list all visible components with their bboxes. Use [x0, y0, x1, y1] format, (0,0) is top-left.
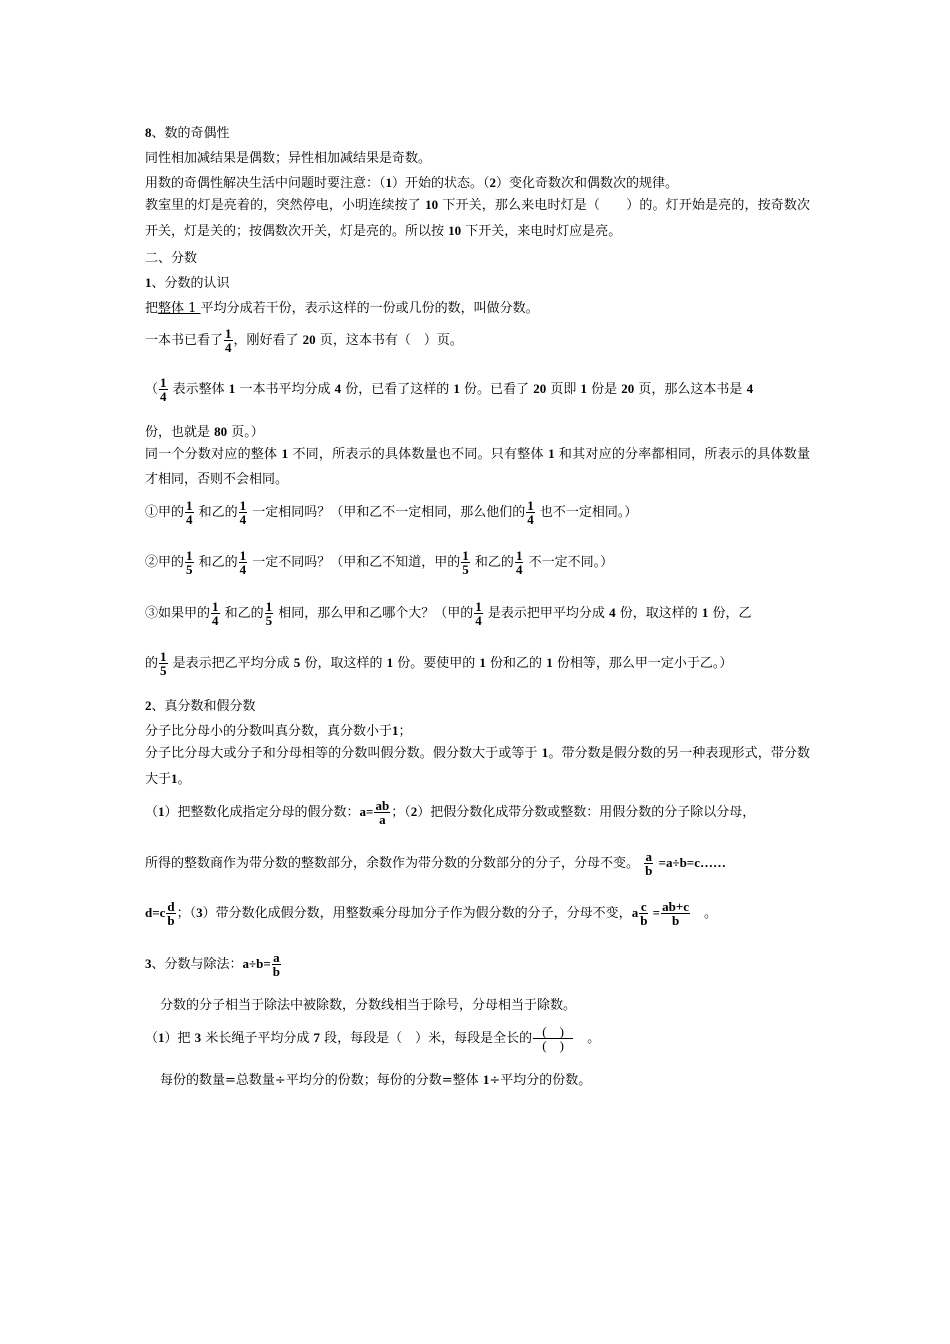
- section-2-title: 2、真分数和假分数: [145, 698, 256, 714]
- compare-question-2: ②甲的 $\frac{1}{5}$ 和乙的 $\frac{1}{4}$ 一定不同吗？（甲和乙不知道，甲的 $\frac{1}{5}$ 和乙的 $\frac{1}{4}$ 不一定不同。）: [145, 548, 614, 577]
- parity-note: 用数的奇偶性解决生活中问题时要注意：（1）开始的状态。（2）变化奇数次和偶数次的规律。: [145, 175, 679, 191]
- compare-answer-3: 的 $\frac{1}{5}$ 是表示把乙平均分成 5 份，取这样的 1 份。要使甲的 1 份和乙的 1 份相等，那么甲一定小于乙。）: [145, 649, 733, 678]
- book-explanation-2: 份，也就是 80 页。）: [145, 424, 264, 440]
- rope-question: （1）把 3 米长绳子平均分成 7 段，每段是（ ）米，每段是全长的 $\frac{( )}{( )}$ 。: [145, 1024, 601, 1053]
- per-share-formula: 每份的数量=总数量÷平均分的份数；每份的分数=整体 1÷平均分的份数。: [160, 1072, 592, 1088]
- book-explanation-1: （ $\frac{1}{4}$ 表示整体 1 一本书平均分成 4 份，已看了这样的 1 份。已看了 20 页即 1 份是 20 页，那么这本书是 4: [145, 375, 754, 404]
- same-fraction-note: 同一个分数对应的整体 1 不同，所表示的具体数量也不同。只有整体 1 和其对应的分率都相同，所表示的具体数量才相同，否则不会相同。: [145, 446, 810, 487]
- section-3-title: 3、分数与除法：a÷b= $\frac{a}{b}$: [145, 950, 281, 979]
- parity-rule: 同性相加减结果是偶数；异性相加减结果是奇数。: [145, 151, 432, 166]
- book-question: 一本书已看了 $\frac{1}{4}$ ，刚好看了 20 页，这本书有（ ）页。: [145, 326, 463, 355]
- fraction-definition: 把整体 1 平均分成若干份，表示这样的一份或几份的数，叫做分数。: [145, 301, 539, 316]
- conversion-method-2: 所得的整数商作为带分数的整数部分，余数作为带分数的分数部分的分子，分母不变。 $\frac{a}{b}$ =a÷b=c……: [145, 849, 726, 878]
- light-switch-example: 教室里的灯是亮着的，突然停电，小明连续按了 10 下开关，那么来电时灯是（ ）的。灯开始是亮的，按奇数次开关，灯是关的；按偶数次开关，灯是亮的。所以按 10 下开关，来电时灯应是亮。: [145, 197, 810, 239]
- compare-question-3: ③如果甲的 $\frac{1}{4}$ 和乙的 $\frac{1}{5}$ 相同，那么甲和乙哪个大？（甲的 $\frac{1}{4}$ 是表示把甲平均分成 4 份，取这样的 1 份，乙: [145, 599, 752, 628]
- proper-fraction-def: 分子比分母小的分数叫真分数，真分数小于1；: [145, 723, 412, 739]
- conversion-method-1: （1）把整数化成指定分母的假分数：a= $\frac{ab}{a}$ ；（2）把假分数化成带分数或整数：用假分数的分子除以分母，: [145, 798, 756, 827]
- fraction-division-relation: 分数的分子相当于除法中被除数，分数线相当于除号，分母相当于除数。: [160, 998, 577, 1013]
- compare-question-1: ①甲的 $\frac{1}{4}$ 和乙的 $\frac{1}{4}$ 一定相同吗？（甲和乙不一定相同，那么他们的 $\frac{1}{4}$ 也不一定相同。）: [145, 498, 638, 527]
- part-2-title: 二、分数: [145, 251, 198, 266]
- section-8-title: 8、数的奇偶性: [145, 125, 230, 141]
- improper-fraction-def: 分子比分母大或分子和分母相等的分数叫假分数。假分数大于或等于 1。带分数是假分数的另一种表现形式，带分数大于1。: [145, 745, 810, 787]
- conversion-method-3: d=c $\frac{d}{b}$ ；（3）带分数化成假分数，用整数乘分母加分子作为假分数的分子，分母不变，a $\frac{c}{b}$ = $\frac{ab+c}{b}$ 。: [145, 899, 718, 928]
- section-1-title: 1、分数的认识: [145, 275, 230, 291]
